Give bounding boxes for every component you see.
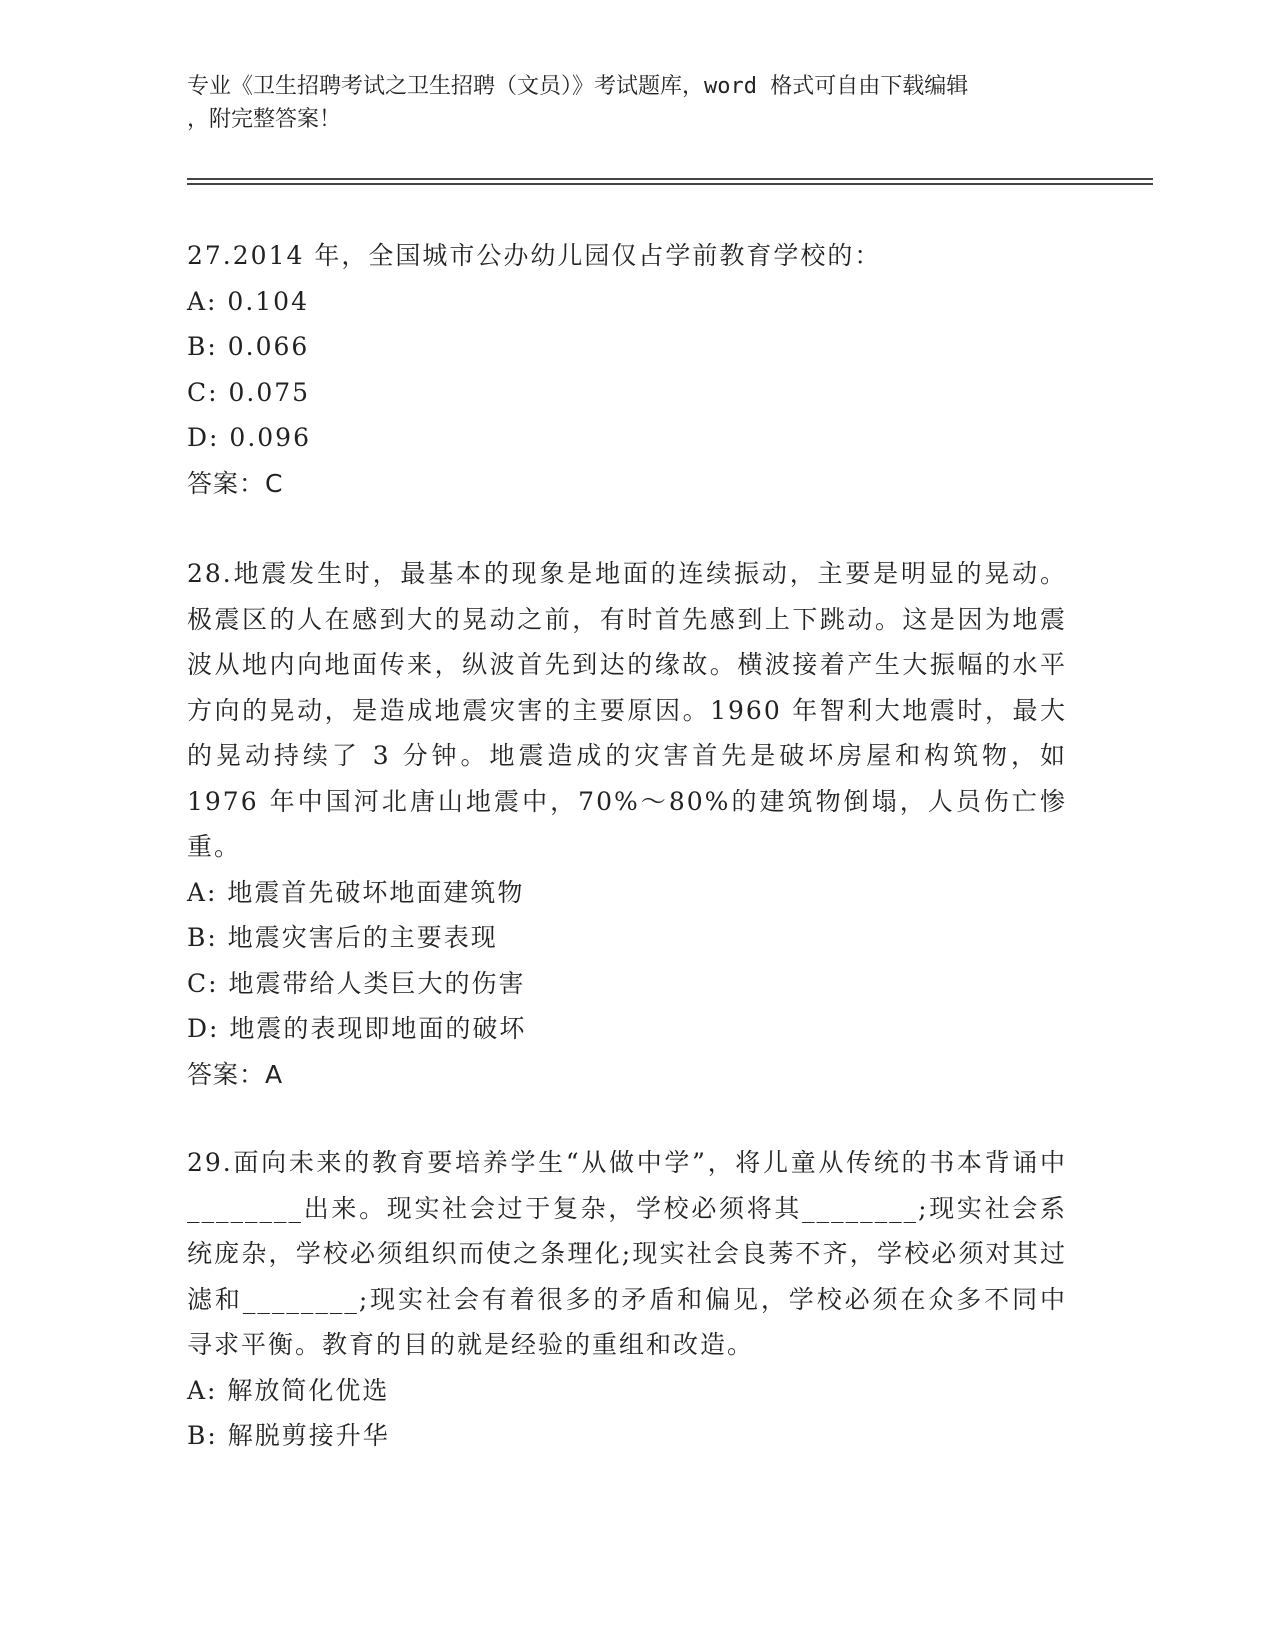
question-27 bbox=[187, 233, 1067, 506]
document-header bbox=[187, 70, 1087, 136]
option-a: A: 地震首先破坏地面建筑物 bbox=[187, 877, 525, 907]
option-a: A: 0.104 bbox=[187, 286, 309, 316]
option-d: D: 0.096 bbox=[187, 423, 311, 452]
answer: 答案：A bbox=[187, 1059, 284, 1089]
option-a: A: 解放简化优选 bbox=[187, 1375, 390, 1405]
header-divider-bottom bbox=[187, 183, 1153, 185]
question-text: 27.2014 年，全国城市公办幼儿园仅占学前教育学校的： bbox=[187, 241, 882, 270]
option-b: B: 解脱剪接升华 bbox=[187, 1421, 390, 1450]
option-c: C: 0.075 bbox=[187, 377, 311, 407]
option-c: C: 地震带给人类巨大的伤害 bbox=[187, 968, 526, 998]
option-b: B: 地震灾害后的主要表现 bbox=[187, 923, 498, 952]
header-line-2: ，附完整答案！ bbox=[187, 107, 342, 132]
question-29 bbox=[187, 1140, 1067, 1459]
answer: 答案：C bbox=[187, 468, 284, 498]
question-text: 28.地震发生时，最基本的现象是地面的连续振动，主要是明显的晃动。极震区的人在感到大的晃动之前，有时首先感到上下跳动。这是因为地震波从地内向地面传来，纵波首先到达的缘故。横波接着产生大振幅的水平方向的晃动，是造成地震灾害的主要原因。1960 年智利大地震时，最大的晃动持续了 3 分钟。地震造成的灾害首先是破坏房屋和构筑物，如 1976 年中国河北唐山地震中，70%～80%的建筑物倒塌，人员伤亡惨重。 bbox=[187, 559, 1067, 861]
option-b: B: 0.066 bbox=[187, 332, 310, 361]
question-text: 29.面向未来的教育要培养学生“从做中学”，将儿童从传统的书本背诵中________出来。现实社会过于复杂，学校必须将其________;现实社会系统庞杂，学校必须组织而使之条理化;现实社会良莠不齐，学校必须对其过滤和________;现实社会有着很多的矛盾和偏见，学校必须在众多不同中寻求平衡。教育的目的就是经验的重组和改造。 bbox=[187, 1148, 1067, 1359]
header-divider-top bbox=[187, 178, 1153, 180]
header-line-1: 专业《卫生招聘考试之卫生招聘（文员）》考试题库，word 格式可自由下载编辑 bbox=[187, 74, 969, 99]
question-28 bbox=[187, 551, 1067, 1097]
option-d: D: 地震的表现即地面的破坏 bbox=[187, 1014, 527, 1043]
